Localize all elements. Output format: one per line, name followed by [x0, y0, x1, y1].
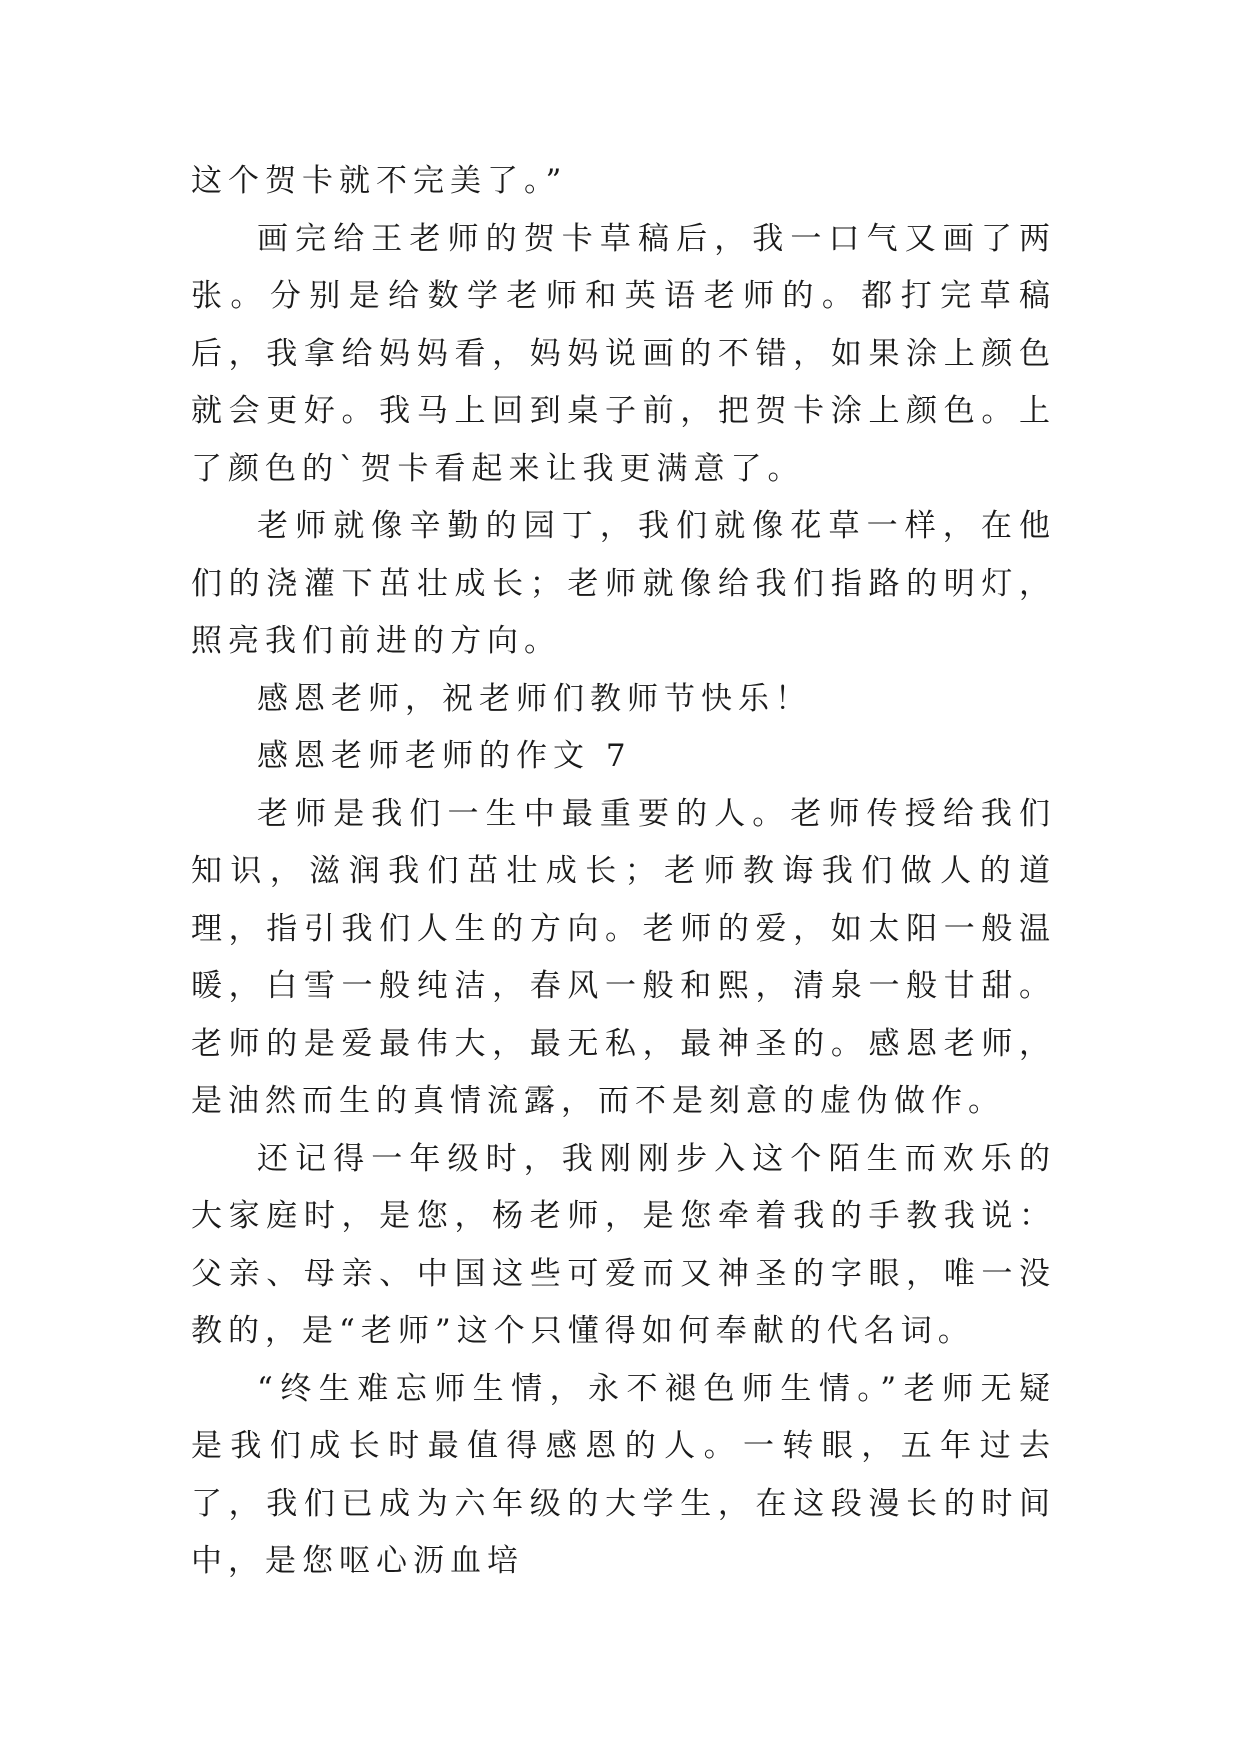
paragraph-8: “终生难忘师生情，永不褪色师生情。”老师无疑是我们成长时最值得感恩的人。一转眼，五年过去了，我们已成为六年级的大学生，在这段漫长的时间中，是您呕心沥血培: [191, 1370, 1056, 1579]
paragraph-6: 老师是我们一生中最重要的人。老师传授给我们知识，滋润我们茁壮成长；老师教诲我们做人的道理，指引我们人生的方向。老师的爱，如太阳一般温暖，白雪一般纯洁，春风一般和熙，清泉一般甘甜。老师的是爱最伟大，最无私，最神圣的。感恩老师，是油然而生的真情流露，而不是刻意的虚伪做作。: [191, 795, 1056, 1119]
paragraph-7: 还记得一年级时，我刚刚步入这个陌生而欢乐的大家庭时，是您，杨老师，是您牵着我的手教我说：父亲、母亲、中国这些可爱而又神圣的字眼，唯一没教的，是“老师”这个只懂得如何奉献的代名词。: [191, 1140, 1056, 1349]
paragraph-2: 画完给王老师的贺卡草稿后，我一口气又画了两张。分别是给数学老师和英语老师的。都打完草稿后，我拿给妈妈看，妈妈说画的不错，如果涂上颜色就会更好。我马上回到桌子前，把贺卡涂上颜色。上了颜色的`贺卡看起来让我更满意了。: [191, 220, 1056, 487]
paragraph-1: 这个贺卡就不完美了。”: [191, 163, 568, 199]
paragraph-4: 感恩老师，祝老师们教师节快乐！: [257, 680, 812, 717]
essay-body: [191, 153, 1056, 1591]
essay-heading-7: 感恩老师老师的作文 7: [257, 738, 632, 774]
paragraph-3: 老师就像辛勤的园丁，我们就像花草一样，在他们的浇灌下茁壮成长；老师就像给我们指路的明灯，照亮我们前进的方向。: [191, 508, 1056, 659]
